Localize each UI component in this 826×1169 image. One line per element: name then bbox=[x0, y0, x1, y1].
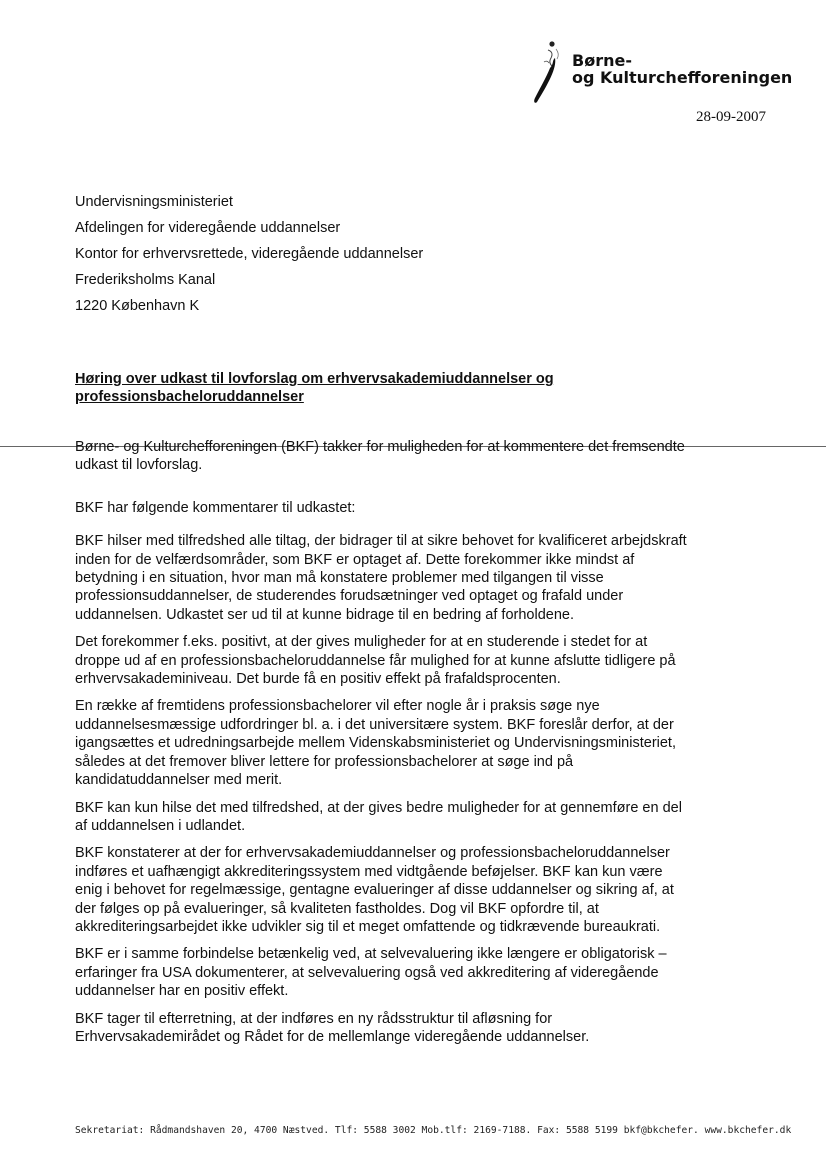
address-line: Undervisningsministeriet bbox=[75, 194, 233, 210]
body-paragraph: Det forekommer f.eks. positivt, at der gives muligheder for at en studerende i stedet for at droppe ud af en professionsbacheloruddannelse får mulighed for at kunne afslutte tidligere på erhvervsakademiniveau. Det burde få en positiv effekt på frafaldsprocenten. bbox=[75, 634, 676, 688]
body-paragraph: BKF konstaterer at der for erhvervsakademiuddannelser og professionsbacheloruddannelser indføres et uafhængigt akkrediteringssystem med vidtgående beføjelser. BKF kan kun være enig i behovet for regelmæssige, gentagne evalueringer af disse uddannelser og sikring af, at der følges op på evalueringer, så kvaliteten fastholdes. Dog vil BKF opfordre til, at akkrediteringsarbejdet ikke udvikler sig til et meget omfattende og tidkrævende bureaukrati. bbox=[75, 845, 674, 935]
body-paragraph: BKF kan kun hilse det med tilfredshed, at der gives bedre muligheder for at gennemføre en del af uddannelsen i udlandet. bbox=[75, 799, 682, 834]
body-paragraph: BKF er i samme forbindelse betænkelig ved, at selvevaluering ikke længere er obligatorisk – erfaringer fra USA dokumenterer, at selvevaluering også ved akkreditering af videregående uddannelser har en positiv effekt. bbox=[75, 946, 667, 1000]
address-line: 1220 København K bbox=[75, 298, 200, 314]
address-line: Kontor for erhvervsrettede, videregående uddannelser bbox=[75, 246, 424, 262]
logo-line-2: og Kulturchefforeningen bbox=[572, 68, 793, 87]
letter-body bbox=[75, 438, 687, 1055]
address-line: Afdelingen for videregående uddannelser bbox=[75, 220, 341, 236]
letter-subject: Høring over udkast til lovforslag om erhvervsakademiuddannelser og professionsbacheloruddannelser bbox=[75, 371, 554, 405]
logo-line-1: Børne- bbox=[572, 51, 632, 70]
body-paragraph: BKF har følgende kommentarer til udkastet: bbox=[75, 499, 356, 516]
body-paragraph: BKF tager til efterretning, at der indføres en ny rådsstruktur til afløsning for Erhvervsakademirådet og Rådet for de mellemlange videregående uddannelser. bbox=[75, 1010, 590, 1045]
recipient-address bbox=[75, 189, 423, 319]
body-paragraph: Børne- og Kulturchefforeningen (BKF) takker for muligheden for at kommentere det fremsendte udkast til lovforslag. bbox=[75, 439, 685, 474]
organization-name bbox=[572, 52, 792, 86]
letter-date: 28-09-2007 bbox=[696, 109, 766, 125]
body-paragraph: BKF hilser med tilfredshed alle tiltag, der bidrager til at sikre behovet for kvalificeret arbejdskraft inden for de velfærdsområder, som BKF er optaget af. Dette forekommer ikke mindst af betydning i en situation, hvor man må konstatere problemer med tilgangen til visse professionsuddannelser, de studerendes forudsætninger ved optaget og frafald under uddannelsen. Udkastet ser ud til at kunne bidrage til en bedring af forholdene. bbox=[75, 533, 687, 623]
organization-logo bbox=[524, 38, 793, 108]
address-line: Frederiksholms Kanal bbox=[75, 272, 216, 288]
quill-figure-icon bbox=[524, 38, 568, 108]
body-paragraph: En række af fremtidens professionsbachelorer vil efter nogle år i praksis søge nye uddannelsesmæssige udfordringer bl. a. i det universitære system. BKF foreslår derfor, at der igangsættes et udredningsarbejde mellem Videnskabsministeriet og Undervisningsministeriet, således at det fremover bliver lettere for professionsbachelorer at søge ind på kandidatuddannelser med merit. bbox=[75, 698, 676, 789]
footer-contact: Sekretariat: Rådmandshaven 20, 4700 Næstved. Tlf: 5588 3002 Mob.tlf: 2169-7188. Fax: 5588 5199 bkf@bkchefer. www.bkchefer.dk bbox=[75, 1125, 792, 1136]
